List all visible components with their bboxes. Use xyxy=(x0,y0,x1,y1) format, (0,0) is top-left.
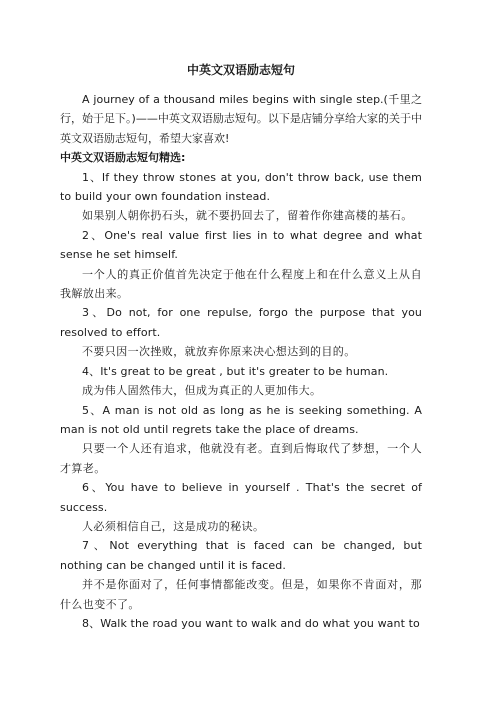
document-page xyxy=(60,62,422,633)
quote-english: 4、It's great to be great , but it's greater to be human. xyxy=(82,364,389,378)
quote-english: 7、Not everything that is faced can be changed, but nothing can be changed until it is faced. xyxy=(60,539,422,572)
quote-english: 2、One's real value first lies in to what degree and what sense he set himself. xyxy=(60,228,422,262)
quote-english: 5、A man is not old as long as he is seeking something. A man is not old until regrets take the place of dreams. xyxy=(60,403,422,436)
quote-chinese: 并不是你面对了，任何事情都能改变。但是，如果你不肯面对，那什么也变不了。 xyxy=(60,578,422,611)
section-heading: 中英文双语励志短句精选: xyxy=(60,151,186,165)
quote-english: 6、You have to believe in yourself . That's the secret of success. xyxy=(60,481,422,514)
quote-english: 8、Walk the road you want to walk and do what you want to xyxy=(82,616,420,630)
quote-chinese: 成为伟人固然伟大，但成为真正的人更加伟大。 xyxy=(82,384,322,398)
intro-paragraph: A journey of a thousand miles begins with single step.(千里之行，始于足下。)——中英文双语励志短句。以下是店铺分享给大家的关于中英文双语励志短句，希望大家喜欢! xyxy=(60,93,422,145)
quote-chinese: 一个人的真正价值首先决定于他在什么程度上和在什么意义上从自我解放出来。 xyxy=(60,267,422,301)
quote-english: 3、Do not, for one repulse, forgo the purpose that you resolved to effort. xyxy=(60,306,422,339)
quote-chinese: 人必须相信自己，这是成功的秘诀。 xyxy=(82,519,265,533)
document-title: 中英文双语励志短句 xyxy=(186,63,295,77)
quote-chinese: 如果别人朝你扔石头，就不要扔回去了，留着作你建高楼的基石。 xyxy=(82,209,413,223)
quote-chinese: 只要一个人还有追求，他就没有老。直到后悔取代了梦想，一个人才算老。 xyxy=(60,442,422,475)
quote-chinese: 不要只因一次挫败，就放弃你原来决心想达到的目的。 xyxy=(82,345,356,359)
quote-english: 1、If they throw stones at you, don't throw back, use them to build your own foundation instead. xyxy=(60,170,422,204)
